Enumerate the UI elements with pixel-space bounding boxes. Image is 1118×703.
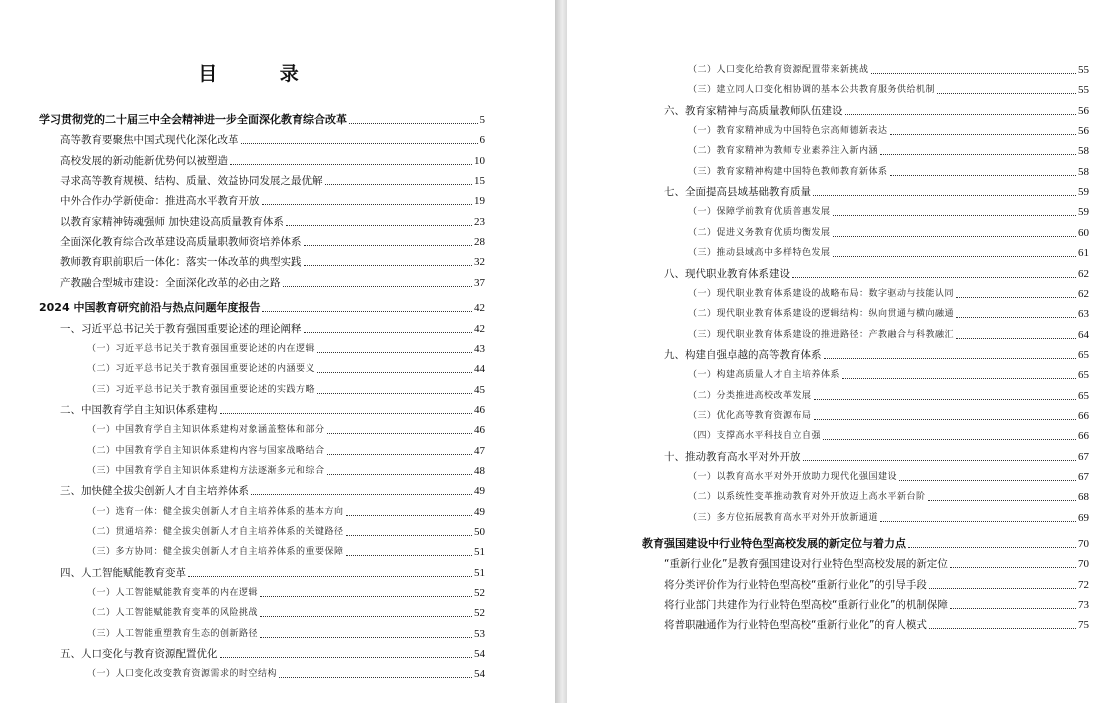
toc-entry[interactable]: [60, 402, 485, 418]
toc-entry-page-number: 32: [474, 256, 485, 269]
toc-entry-title: （一）选育一体：健全拔尖创新人才自主培养体系的基本方向: [87, 506, 344, 517]
toc-leader-dots: [220, 413, 473, 414]
toc-entry[interactable]: [39, 112, 485, 128]
toc-entry-title: （二）人口变化给教育资源配置带来新挑战: [688, 65, 869, 75]
toc-leader-dots: [814, 419, 1076, 420]
toc-entry[interactable]: [664, 103, 1089, 119]
toc-entry[interactable]: [688, 204, 1089, 220]
toc-entry-page-number: 45: [474, 383, 485, 396]
toc-leader-dots: [803, 460, 1077, 461]
toc-entry[interactable]: [664, 184, 1089, 200]
toc-leader-dots: [908, 547, 1076, 548]
toc-entry-title: （三）现代职业教育体系建设的推进路径：产教融合与科教融汇: [688, 329, 955, 340]
toc-entry[interactable]: [60, 565, 485, 581]
toc-leader-dots: [871, 73, 1076, 74]
toc-entry-page-number: 63: [1078, 308, 1089, 321]
toc-entry[interactable]: [60, 234, 485, 250]
toc-leader-dots: [325, 184, 473, 185]
toc-entry-title: （一）保障学前教育优质普惠发展: [688, 207, 831, 218]
toc-entry[interactable]: [87, 361, 485, 377]
toc-entry-page-number: 70: [1078, 558, 1089, 571]
toc-entry-title: 2024 中国教育研究前沿与热点问题年度报告: [39, 301, 261, 315]
toc-leader-dots: [956, 338, 1076, 339]
toc-leader-dots: [241, 143, 478, 144]
toc-entry[interactable]: [60, 153, 485, 169]
toc-entry-page-number: 73: [1078, 598, 1089, 611]
toc-leader-dots: [890, 175, 1076, 176]
toc-entry[interactable]: [664, 577, 1089, 593]
toc-entry-title: （二）教育家精神为教师专业素养注入新内涵: [688, 146, 879, 157]
page-gutter: [555, 0, 567, 703]
toc-entry-title: （三）优化高等教育资源布局: [688, 410, 812, 421]
toc-leader-dots: [286, 225, 472, 226]
toc-entry-page-number: 10: [474, 154, 485, 167]
toc-entry-title: （二）人工智能赋能教育变革的风险挑战: [87, 608, 259, 619]
toc-entry[interactable]: [688, 367, 1089, 383]
toc-entry-page-number: 50: [474, 526, 485, 538]
toc-entry-title: （四）支撑高水平科技自立自强: [688, 431, 822, 442]
toc-entry[interactable]: [688, 143, 1089, 159]
toc-entry-page-number: 67: [1078, 471, 1089, 483]
toc-entry-page-number: 58: [1078, 165, 1089, 178]
toc-entry-page-number: 65: [1078, 389, 1089, 402]
toc-entry-page-number: 49: [474, 505, 485, 518]
toc-entry-title: 三、加快健全拔尖创新人才自主培养体系: [60, 485, 249, 498]
toc-entry[interactable]: [87, 341, 485, 357]
toc-entry-page-number: 75: [1078, 619, 1089, 632]
toc-entry-title: 高等教育要聚焦中国式现代化深化改革: [60, 134, 239, 147]
toc-entry[interactable]: [60, 173, 485, 189]
toc-entry-title: 寻求高等教育规模、结构、质量、效益协同发展之最优解: [60, 175, 323, 188]
toc-entry[interactable]: [60, 483, 485, 499]
toc-entry[interactable]: [87, 524, 485, 540]
toc-entry[interactable]: [688, 123, 1089, 139]
toc-entry-page-number: 46: [474, 403, 485, 416]
toc-entry[interactable]: [664, 266, 1089, 282]
toc-right-page: [567, 0, 1118, 703]
toc-entry-title: （三）中国教育学自主知识体系建构方法逐渐多元和综合: [87, 465, 325, 476]
toc-entry-page-number: 23: [474, 215, 485, 228]
toc-entry-title: （二）促进义务教育优质均衡发展: [688, 227, 831, 238]
toc-entry-title: 学习贯彻党的二十届三中全会精神进一步全面深化教育综合改革: [39, 113, 347, 126]
toc-leader-dots: [317, 372, 472, 373]
toc-entry-page-number: 47: [474, 444, 485, 457]
toc-leader-dots: [220, 657, 473, 658]
toc-entry[interactable]: [87, 422, 485, 438]
toc-leader-dots: [260, 596, 472, 597]
toc-entry[interactable]: [688, 388, 1089, 404]
toc-leader-dots: [814, 399, 1076, 400]
toc-entry-title: 将普职融通作为行业特色型高校“重新行业化”的育人模式: [664, 619, 927, 632]
toc-entry-page-number: 15: [474, 175, 485, 188]
toc-leader-dots: [833, 215, 1076, 216]
toc-entry-title: 一、习近平总书记关于教育强国重要论述的理论阐释: [60, 322, 302, 335]
toc-entry-title: （二）习近平总书记关于教育强国重要论述的内涵要义: [87, 364, 316, 375]
toc-leader-dots: [890, 134, 1076, 135]
toc-entry-title: （二）中国教育学自主知识体系建构内容与国家战略结合: [87, 445, 325, 456]
toc-entry-page-number: 46: [474, 424, 485, 437]
toc-entry-title: 全面深化教育综合改革建设高质量职教师资培养体系: [60, 236, 302, 249]
toc-entry-title: （二）以系统性变革推动教育对外开放迈上高水平新台阶: [688, 492, 926, 503]
toc-leader-dots: [956, 317, 1076, 318]
toc-leader-dots: [327, 433, 472, 434]
toc-entry-title: 将分类评价作为行业特色型高校“重新行业化”的引导手段: [664, 578, 927, 591]
toc-entry[interactable]: [60, 321, 485, 337]
toc-entry[interactable]: [87, 585, 485, 601]
toc-leader-dots: [317, 352, 472, 353]
toc-entry-page-number: 56: [1078, 104, 1089, 117]
toc-entry-page-number: 66: [1078, 430, 1089, 443]
toc-entry[interactable]: [664, 347, 1089, 363]
toc-entry-page-number: 51: [474, 566, 485, 579]
toc-leader-dots: [937, 93, 1076, 94]
toc-entry-title: （一）中国教育学自主知识体系建构对象涵盖整体和部分: [87, 425, 325, 436]
toc-entry-title: 十、推动教育高水平对外开放: [664, 450, 801, 463]
toc-leader-dots: [304, 245, 473, 246]
toc-leader-dots: [346, 535, 472, 536]
toc-leader-dots: [833, 236, 1076, 237]
toc-entry-title: 九、构建自强卓越的高等教育体系: [664, 348, 822, 361]
toc-entry-title: “重新行业化”是教育强国建设对行业特色型高校发展的新定位: [664, 558, 948, 571]
toc-entry-page-number: 69: [1078, 511, 1089, 524]
toc-entry-title: （二）贯通培养：健全拔尖创新人才自主培养体系的关键路径: [87, 527, 344, 537]
toc-title: 目 录: [198, 63, 327, 85]
toc-entry-title: 四、人工智能赋能教育变革: [60, 566, 186, 579]
toc-entry-title: 产教融合型城市建设：全面深化改革的必由之路: [60, 276, 281, 289]
toc-entry[interactable]: [688, 245, 1089, 261]
toc-entry-title: 六、教育家精神与高质量教师队伍建设: [664, 104, 843, 117]
toc-entry-page-number: 43: [474, 342, 485, 355]
toc-entry[interactable]: [60, 214, 485, 230]
toc-entry[interactable]: [664, 597, 1089, 613]
toc-entry-page-number: 54: [474, 668, 485, 681]
toc-leader-dots: [317, 393, 472, 394]
toc-entry[interactable]: [688, 469, 1089, 485]
toc-entry[interactable]: [60, 275, 485, 291]
toc-entry[interactable]: [664, 556, 1089, 572]
toc-entry[interactable]: [688, 489, 1089, 505]
toc-entry-page-number: 62: [1078, 287, 1089, 300]
toc-entry-page-number: 51: [474, 546, 485, 559]
toc-entry-title: （三）教育家精神构建中国特色教师教育新体系: [688, 166, 888, 177]
toc-leader-dots: [833, 256, 1076, 257]
toc-entry[interactable]: [688, 327, 1089, 343]
toc-entry-page-number: 59: [1078, 206, 1089, 219]
toc-entry-page-number: 62: [1078, 267, 1089, 280]
toc-leader-dots: [842, 378, 1076, 379]
toc-entry-page-number: 54: [474, 648, 485, 661]
toc-leader-dots: [251, 494, 472, 495]
toc-entry-page-number: 42: [474, 322, 485, 335]
toc-entry-title: （一）构建高质量人才自主培养体系: [688, 370, 841, 381]
toc-entry-title: （三）人工智能重塑教育生态的创新路径: [87, 628, 259, 639]
toc-entry-page-number: 55: [1078, 64, 1089, 76]
toc-leader-dots: [899, 480, 1076, 481]
toc-entry-page-number: 49: [474, 485, 485, 498]
toc-entry-title: （二）分类推进高校改革发展: [688, 390, 812, 401]
toc-leader-dots: [880, 154, 1076, 155]
toc-leader-dots: [929, 628, 1076, 629]
toc-leader-dots: [792, 277, 1076, 278]
toc-entry-title: 中外合作办学新使命：推进高水平教育开放: [60, 195, 260, 208]
toc-entry-title: （三）建立同人口变化相协调的基本公共教育服务供给机制: [688, 85, 936, 96]
toc-entry[interactable]: [642, 536, 1089, 552]
toc-entry[interactable]: [664, 617, 1089, 633]
toc-entry-page-number: 72: [1078, 578, 1089, 591]
toc-entry-page-number: 37: [474, 276, 485, 289]
toc-entry[interactable]: [87, 382, 485, 398]
toc-entry[interactable]: [87, 666, 485, 682]
toc-leader-dots: [283, 286, 473, 287]
toc-entry-page-number: 59: [1078, 186, 1089, 199]
toc-entry-page-number: 65: [1078, 348, 1089, 361]
toc-entry-page-number: 5: [479, 114, 485, 126]
toc-entry-title: （三）习近平总书记关于教育强国重要论述的实践方略: [87, 384, 316, 395]
toc-entry-title: （三）推动县域高中多样特色发展: [688, 248, 831, 259]
toc-leader-dots: [262, 311, 472, 312]
toc-entry-page-number: 67: [1078, 450, 1089, 463]
toc-leader-dots: [260, 637, 472, 638]
toc-entry-page-number: 56: [1078, 125, 1089, 138]
toc-entry-title: 高校发展的新动能新优势何以被塑造: [60, 154, 228, 167]
toc-entry-page-number: 19: [474, 195, 485, 208]
toc-entry-page-number: 61: [1078, 247, 1089, 260]
toc-entry-page-number: 65: [1078, 369, 1089, 382]
toc-entry-page-number: 64: [1078, 328, 1089, 341]
toc-leader-dots: [327, 454, 472, 455]
toc-entry[interactable]: [60, 193, 485, 209]
toc-entry-title: （一）以教育高水平对外开放助力现代化强国建设: [688, 472, 898, 482]
toc-entry-title: （三）多方协同：健全拔尖创新人才自主培养体系的重要保障: [87, 547, 344, 558]
toc-entry[interactable]: [87, 544, 485, 560]
toc-entry-page-number: 52: [474, 587, 485, 600]
toc-entry[interactable]: [688, 428, 1089, 444]
toc-entry-title: （一）习近平总书记关于教育强国重要论述的内在逻辑: [87, 343, 316, 354]
toc-leader-dots: [956, 297, 1076, 298]
toc-entry-page-number: 53: [474, 627, 485, 640]
toc-entry-title: 七、全面提高县域基础教育质量: [664, 186, 811, 199]
toc-entry[interactable]: [688, 82, 1089, 98]
toc-entry-title: 以教育家精神铸魂强师 加快建设高质量教育体系: [60, 215, 284, 228]
toc-entry-page-number: 60: [1078, 226, 1089, 239]
toc-leader-dots: [188, 576, 472, 577]
toc-entry-title: （三）多方位拓展教育高水平对外开放新通道: [688, 512, 879, 523]
toc-leader-dots: [824, 358, 1077, 359]
toc-entry-page-number: 55: [1078, 84, 1089, 97]
toc-leader-dots: [230, 164, 472, 165]
toc-left-page: [0, 0, 555, 703]
toc-leader-dots: [880, 521, 1076, 522]
toc-entry[interactable]: [87, 443, 485, 459]
toc-entry[interactable]: [688, 510, 1089, 526]
toc-entry-title: （二）现代职业教育体系建设的逻辑结构：纵向贯通与横向融通: [688, 309, 955, 320]
toc-leader-dots: [260, 616, 472, 617]
toc-leader-dots: [346, 515, 472, 516]
toc-entry[interactable]: [688, 225, 1089, 241]
toc-leader-dots: [304, 265, 473, 266]
toc-entry[interactable]: [688, 306, 1089, 322]
toc-leader-dots: [304, 332, 473, 333]
toc-entry-page-number: 70: [1078, 537, 1089, 550]
toc-entry-page-number: 68: [1078, 491, 1089, 504]
toc-entry[interactable]: [688, 62, 1089, 78]
toc-entry-title: 五、人口变化与教育资源配置优化: [60, 648, 218, 661]
toc-entry-title: （一）人口变化改变教育资源需求的时空结构: [87, 669, 278, 680]
toc-entry[interactable]: [60, 646, 485, 662]
toc-entry-page-number: 6: [479, 134, 485, 147]
toc-leader-dots: [327, 474, 472, 475]
toc-entry[interactable]: [60, 132, 485, 148]
toc-leader-dots: [279, 677, 472, 678]
toc-entry[interactable]: [664, 449, 1089, 465]
toc-leader-dots: [346, 555, 472, 556]
toc-leader-dots: [950, 567, 1076, 568]
toc-entry-page-number: 58: [1078, 145, 1089, 158]
toc-entry-title: 教师教育职前职后一体化：落实一体改革的典型实践: [60, 256, 302, 269]
toc-entry-title: （一）教育家精神成为中国特色宗高师德新表达: [688, 126, 888, 137]
toc-entry[interactable]: [688, 164, 1089, 180]
toc-entry[interactable]: [688, 408, 1089, 424]
toc-entry[interactable]: [39, 300, 485, 316]
toc-leader-dots: [823, 439, 1076, 440]
toc-entry-page-number: 42: [474, 302, 485, 315]
toc-entry-title: 将行业部门共建作为行业特色型高校“重新行业化”的机制保障: [664, 598, 948, 611]
toc-entry-title: 二、中国教育学自主知识体系建构: [60, 403, 218, 416]
toc-entry[interactable]: [60, 254, 485, 270]
toc-entry-title: （一）现代职业教育体系建设的战略布局：数字驱动与技能认同: [688, 288, 955, 299]
toc-entry-page-number: 66: [1078, 409, 1089, 422]
toc-entry-page-number: 52: [474, 607, 485, 620]
toc-entry-page-number: 44: [474, 363, 485, 376]
toc-entry-page-number: 28: [474, 236, 485, 249]
toc-entry[interactable]: [87, 504, 485, 520]
toc-leader-dots: [929, 588, 1076, 589]
toc-entry[interactable]: [87, 605, 485, 621]
toc-leader-dots: [813, 195, 1076, 196]
toc-entry[interactable]: [87, 626, 485, 642]
toc-leader-dots: [950, 608, 1076, 609]
toc-leader-dots: [349, 123, 478, 124]
toc-entry-page-number: 48: [474, 464, 485, 477]
toc-entry[interactable]: [87, 463, 485, 479]
toc-leader-dots: [928, 500, 1076, 501]
toc-entry-title: 八、现代职业教育体系建设: [664, 267, 790, 280]
toc-entry[interactable]: [688, 286, 1089, 302]
toc-entry-title: 教育强国建设中行业特色型高校发展的新定位与着力点: [642, 536, 906, 550]
toc-leader-dots: [845, 114, 1077, 115]
toc-entry-title: （一）人工智能赋能教育变革的内在逻辑: [87, 588, 259, 599]
toc-leader-dots: [262, 204, 473, 205]
